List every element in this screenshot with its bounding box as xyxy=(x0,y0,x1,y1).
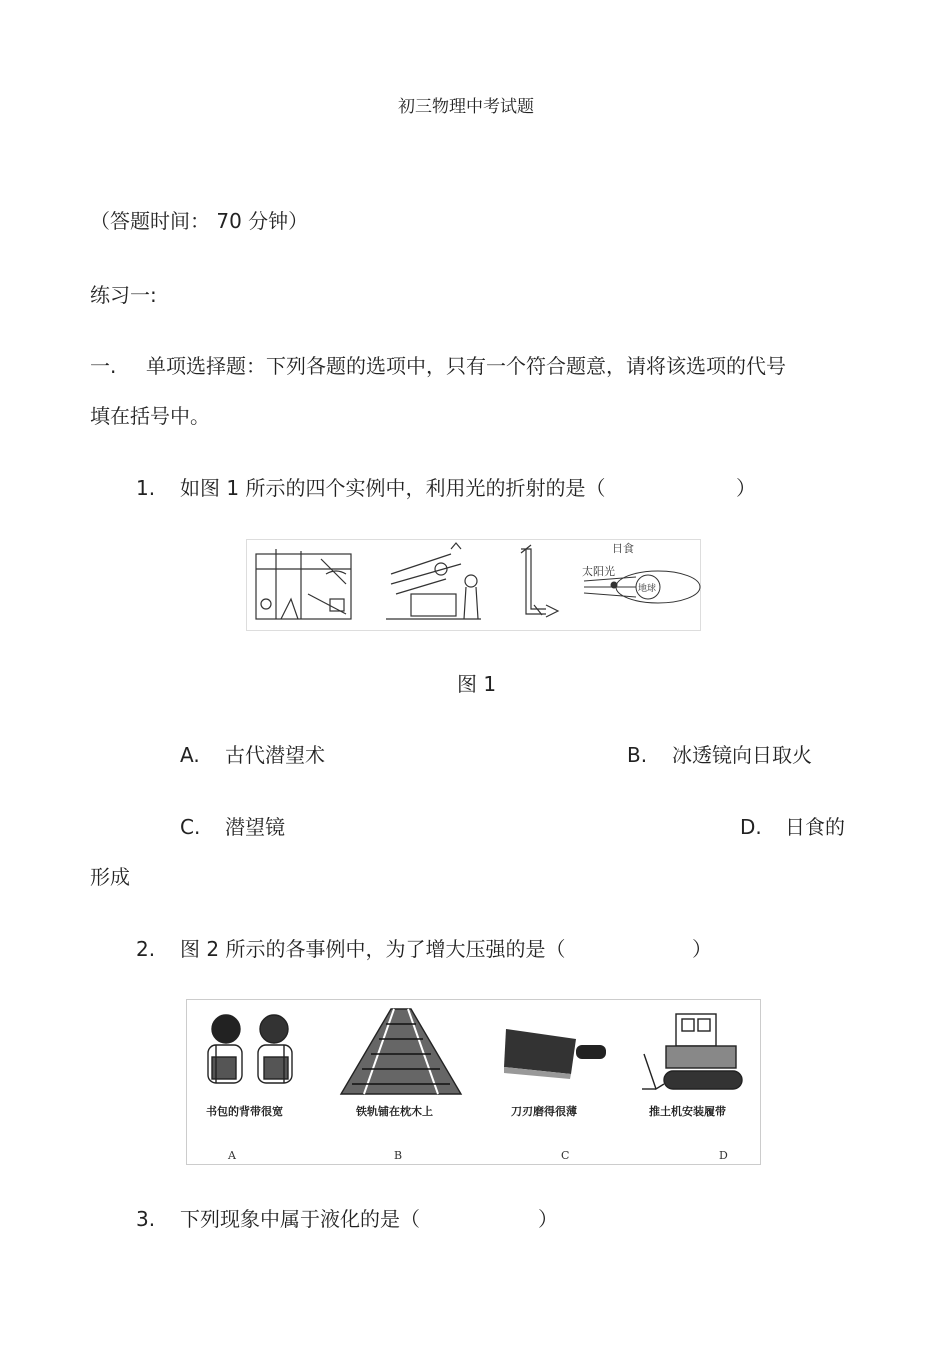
q1-option-b-text[interactable]: 冰透镜向日取火 xyxy=(672,743,812,767)
q1-close-paren: ） xyxy=(736,476,756,500)
figure-2-bulldozer-illustration xyxy=(642,1014,742,1089)
q1-text: 如图 1 所示的四个实例中，利用光的折射的是（ xyxy=(180,476,606,500)
q1-option-b-letter[interactable]: B. xyxy=(627,743,648,767)
section-instruction-line1: 单项选择题：下列各题的选项中，只有一个符合题意，请将该选项的代号 xyxy=(146,354,786,378)
q3-text: 下列现象中属于液化的是（ xyxy=(180,1207,420,1231)
figure-2-railway-illustration xyxy=(341,1009,461,1094)
q2-number: 2. xyxy=(136,937,156,961)
page-title: 初三物理中考试题 xyxy=(398,97,534,117)
figure-1-ice-lens-illustration xyxy=(386,543,481,619)
figure-2 xyxy=(186,999,761,1165)
q2-close-paren: ） xyxy=(692,937,712,961)
figure-2-letter-d: D xyxy=(719,1149,728,1162)
q1-option-d-text[interactable]: 日食的 xyxy=(785,815,845,839)
exercise-heading: 练习一: xyxy=(90,283,157,307)
section-instruction-line2: 填在括号中。 xyxy=(90,404,210,428)
figure-1-solar-eclipse-illustration xyxy=(582,542,700,603)
figure-2-label-c: 刀刃磨得很薄 xyxy=(511,1105,577,1118)
figure-1 xyxy=(246,539,701,631)
figure-2-backpack-illustration xyxy=(208,1015,292,1083)
figure-2-letter-c: C xyxy=(561,1149,570,1162)
q1-option-a-letter[interactable]: A. xyxy=(180,743,200,767)
q1-option-d-letter[interactable]: D. xyxy=(740,815,762,839)
figure-1-earth-label: 地球 xyxy=(638,584,657,594)
figure-1-periscope-illustration xyxy=(521,545,558,617)
q1-option-c-letter[interactable]: C. xyxy=(180,815,201,839)
figure-2-letter-a: A xyxy=(228,1149,236,1162)
q1-option-a-text[interactable]: 古代潜望术 xyxy=(225,743,325,767)
q3-number: 3. xyxy=(136,1207,156,1231)
figure-1-ancient-periscope-illustration xyxy=(256,549,351,619)
q2-text: 图 2 所示的各事例中，为了增大压强的是（ xyxy=(180,937,566,961)
q1-option-d-text-wrap: 形成 xyxy=(90,865,130,889)
figure-2-letter-b: B xyxy=(394,1149,403,1162)
q3-close-paren: ） xyxy=(538,1207,558,1231)
figure-2-cleaver-illustration xyxy=(504,1029,606,1079)
figure-2-label-b: 铁轨铺在枕木上 xyxy=(356,1105,433,1118)
q1-option-c-text[interactable]: 潜望镜 xyxy=(225,815,285,839)
figure-2-label-a: 书包的背带很宽 xyxy=(206,1105,283,1118)
figure-1-sunlight-label: 太阳光 xyxy=(582,565,615,578)
exam-duration: （答题时间： 70 分钟） xyxy=(90,209,309,233)
q1-number: 1. xyxy=(136,476,156,500)
section-number: 一. xyxy=(90,354,117,378)
figure-1-eclipse-label: 日食 xyxy=(612,542,634,555)
figure-1-caption: 图 1 xyxy=(457,672,497,696)
figure-2-label-d: 推土机安装履带 xyxy=(649,1105,726,1118)
